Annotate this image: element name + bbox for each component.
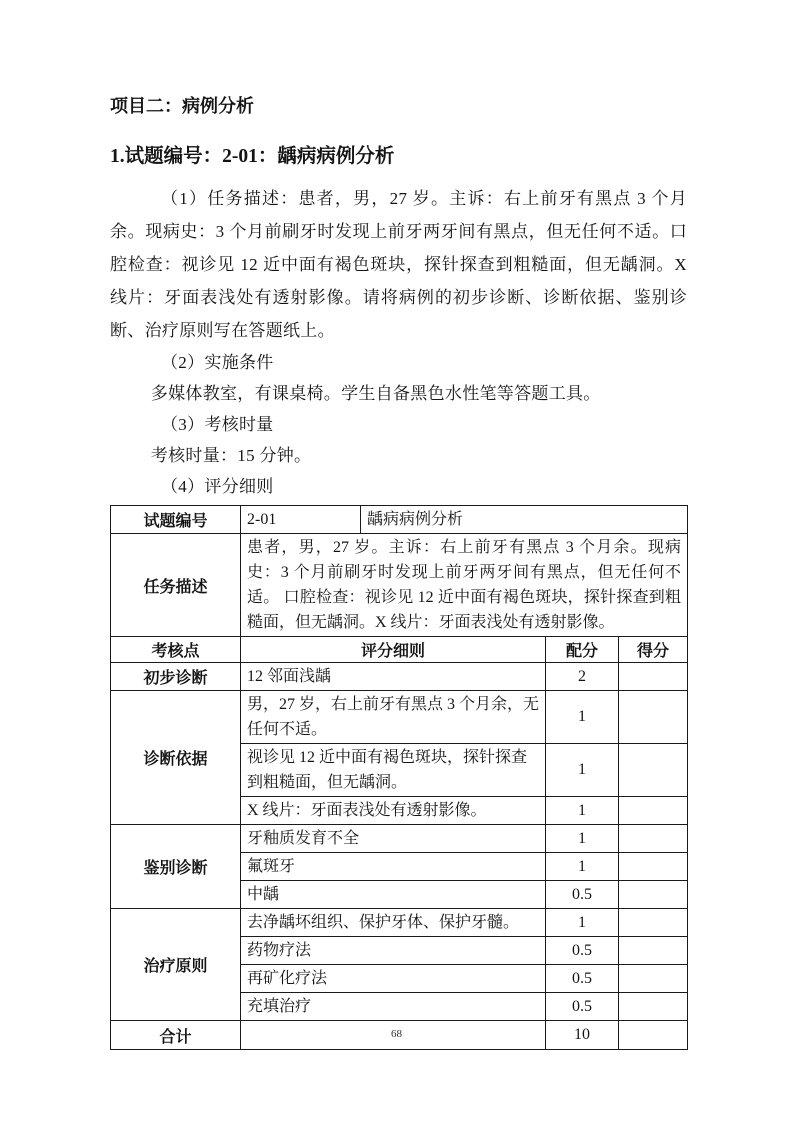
- question-title: 1.试题编号：2-01：龋病病例分析: [110, 146, 395, 167]
- paragraph-item3-body: 考核时量：15 分钟。: [150, 446, 312, 465]
- earned-score-cell: [619, 853, 688, 881]
- allocated-score-cell: 1: [546, 909, 619, 937]
- paragraph-task-description: （1）任务描述：患者，男，27 岁。主诉：右上前牙有黑点 3 个月余。现病史：3 个月前刷牙时发现上前牙两牙间有黑点，但无任何不适。口腔检查：视诊见 12 近中面有褐色斑块，探针探查到粗糙面，但无龋洞。X 线片：牙面表浅处有透射影像。请将病例的初步诊断、诊断依据、鉴别诊断、治疗原则写在答题纸上。: [110, 189, 687, 340]
- table-row: [111, 691, 688, 744]
- allocated-score-cell: 1: [546, 744, 619, 797]
- exam-point-cell: 诊断依据: [111, 691, 241, 825]
- earned-score-cell: [619, 909, 688, 937]
- task-description-label: 任务描述: [111, 534, 241, 637]
- question-number-label: 试题编号: [111, 506, 241, 534]
- total-label-cell: 合计: [111, 1021, 241, 1050]
- criteria-cell: 12 邻面浅龋: [241, 663, 546, 691]
- task-description-content: 患者，男，27 岁。主诉：右上前牙有黑点 3 个月余。现病史：3 个月前刷牙时发现上前牙两牙间有黑点，但无任何不适。 口腔检查：视诊见 12 近中面有褐色斑块，探针探查到粗糙面，但无龋洞。X 线片：牙面表浅处有透射影像。: [241, 534, 688, 637]
- allocated-score-cell: 0.5: [546, 881, 619, 909]
- criteria-cell: 再矿化疗法: [241, 965, 546, 993]
- earned-score-cell: [619, 993, 688, 1021]
- allocated-score-cell: 1: [546, 691, 619, 744]
- paragraph-item2-body: 多媒体教室，有课桌椅。学生自备黑色水性笔等答题工具。: [150, 384, 601, 403]
- allocated-score-cell: 1: [546, 797, 619, 825]
- allocated-score-cell: 1: [546, 853, 619, 881]
- allocated-score-cell: 1: [546, 825, 619, 853]
- earned-score-cell: [619, 663, 688, 691]
- earned-score-cell: [619, 825, 688, 853]
- earned-score-cell: [619, 965, 688, 993]
- table-row: [111, 663, 688, 691]
- table-header-row: [111, 637, 688, 663]
- paragraph-item4-heading: （4）评分细则: [161, 477, 274, 496]
- criteria-cell: 男，27 岁，右上前牙有黑点 3 个月余，无任何不适。: [241, 691, 546, 744]
- allocated-score-cell: 0.5: [546, 993, 619, 1021]
- earned-score-cell: [619, 691, 688, 744]
- scoring-rubric-table: [110, 505, 688, 1050]
- exam-point-cell: 鉴别诊断: [111, 825, 241, 909]
- allocated-score-cell: 0.5: [546, 937, 619, 965]
- criteria-cell: 牙釉质发育不全: [241, 825, 546, 853]
- earned-score-cell: [619, 797, 688, 825]
- table-row-question: [111, 506, 688, 534]
- exam-point-cell: 初步诊断: [111, 663, 241, 691]
- criteria-cell: 视诊见 12 近中面有褐色斑块，探针探查到粗糙面，但无龋洞。: [241, 744, 546, 797]
- section-heading: 项目二：病例分析: [110, 96, 254, 116]
- column-header-detail: 评分细则: [241, 637, 546, 663]
- paragraph-item3-heading: （3）考核时量: [161, 415, 274, 434]
- column-header-allocated: 配分: [546, 637, 619, 663]
- column-header-point: 考核点: [111, 637, 241, 663]
- page-number: 68: [391, 1028, 402, 1040]
- allocated-score-cell: 0.5: [546, 965, 619, 993]
- table-row: [111, 825, 688, 853]
- criteria-cell: 中龋: [241, 881, 546, 909]
- criteria-cell: 药物疗法: [241, 937, 546, 965]
- earned-score-cell: [619, 937, 688, 965]
- criteria-cell: 氟斑牙: [241, 853, 546, 881]
- question-code-cell: 2-01: [241, 506, 361, 534]
- earned-score-cell: [619, 881, 688, 909]
- paragraph-item2-heading: （2）实施条件: [161, 353, 274, 372]
- allocated-score-cell: 2: [546, 663, 619, 691]
- exam-point-cell: 治疗原则: [111, 909, 241, 1021]
- table-row: [111, 909, 688, 937]
- question-name-cell: 龋病病例分析: [361, 506, 688, 534]
- total-score-cell: 10: [546, 1021, 619, 1050]
- criteria-cell: 充填治疗: [241, 993, 546, 1021]
- criteria-cell: X 线片：牙面表浅处有透射影像。: [241, 797, 546, 825]
- criteria-cell: 去净龋坏组织、保护牙体、保护牙髓。: [241, 909, 546, 937]
- earned-score-cell: [619, 744, 688, 797]
- table-row-task: [111, 534, 688, 637]
- column-header-earned: 得分: [619, 637, 688, 663]
